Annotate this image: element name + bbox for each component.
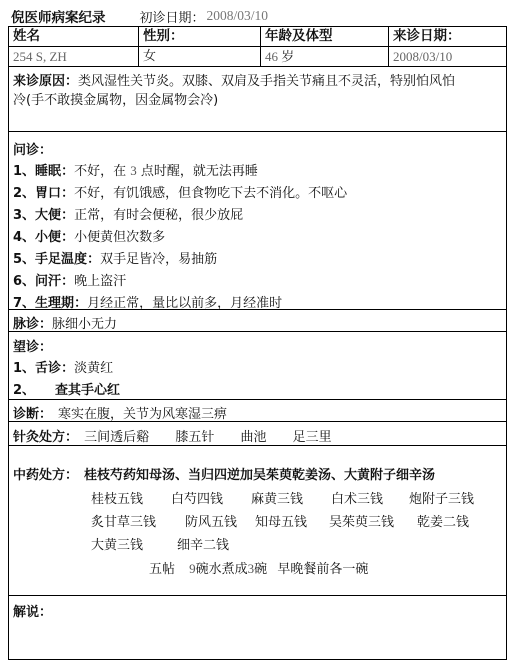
herb-item: 乾姜二钱 (417, 515, 470, 530)
reason-text-1: 类风湿性关节炎。双膝、双肩及手指关节痛且不灵活，特别怕风怕 (78, 74, 456, 89)
observation-item-palm: 2、 查其手心红 (13, 383, 121, 398)
info-value-row (9, 47, 506, 67)
record-title: 倪医师病案纪录 (11, 10, 106, 26)
observation-section (9, 332, 506, 400)
herb-item: 细辛二钱 (177, 538, 230, 553)
reason-line-1 (13, 70, 455, 89)
info-header-row (9, 27, 506, 47)
reason-section (9, 67, 506, 132)
herbal-section (9, 446, 506, 596)
explanation-label: 解说： (13, 605, 53, 620)
acupoint: 曲池 (240, 430, 267, 445)
dosage-instructions: 五帖 9碗水煮成3碗 早晚餐前各一碗 (149, 561, 369, 577)
herbal-formula: 桂枝芍药知母汤、当归四逆加吴茱萸乾姜汤、大黄附子细辛汤 (84, 468, 436, 483)
acupuncture-label: 针灸处方： (13, 430, 79, 445)
herb-item: 白术三钱 (331, 492, 384, 507)
pulse-section (9, 310, 506, 332)
herb-item: 防风五钱 (185, 515, 238, 530)
acupoint: 足三里 (292, 430, 332, 445)
herb-item: 知母五钱 (255, 515, 308, 530)
inquiry-label: 问诊： (13, 143, 53, 158)
first-visit-label: 初诊日期： (139, 10, 205, 26)
acupuncture-section (9, 422, 506, 446)
reason-text-2: 冷(手不敢摸金属物，因金属物会冷) (13, 93, 219, 108)
herb-item: 桂枝五钱 (91, 492, 144, 507)
inquiry-item-temperature: 5、手足温度：双手足皆冷，易抽筋 (13, 252, 218, 267)
herb-item: 麻黄三钱 (251, 492, 304, 507)
acupoint: 三间透后谿 (84, 430, 150, 445)
pulse-label: 脉诊： (13, 317, 53, 332)
inquiry-item-sweat: 6、问汗：晚上盗汗 (13, 274, 127, 289)
patient-gender: 女 (139, 47, 261, 66)
visit-date-header: 来诊日期： (393, 28, 461, 44)
record-header (11, 6, 505, 26)
inquiry-item-sleep: 1、睡眠：不好，在 3 点时醒，就无法再睡 (13, 163, 258, 179)
diagnosis-section (9, 400, 506, 422)
observation-item-tongue: 1、舌诊：淡黄红 (13, 361, 114, 376)
gender-header: 性别： (139, 27, 261, 46)
visit-date: 2008/03/10 (393, 49, 453, 64)
diagnosis-label: 诊断： (13, 407, 53, 422)
patient-name: 254 S, ZH (9, 47, 139, 66)
herb-item: 白芍四钱 (171, 492, 224, 507)
acupoint: 膝五针 (175, 430, 215, 445)
case-record-table (8, 26, 507, 660)
reason-label: 来诊原因： (13, 74, 79, 89)
herbal-label: 中药处方： (13, 468, 79, 483)
name-header: 姓名 (9, 27, 139, 46)
observation-label: 望诊： (13, 340, 53, 355)
patient-age (261, 47, 389, 66)
herb-item: 大黄三钱 (91, 538, 144, 553)
inquiry-section (9, 132, 506, 310)
inquiry-item-urine: 4、小便：小便黄但次数多 (13, 230, 166, 245)
pulse-text: 脉细小无力 (52, 317, 118, 332)
diagnosis-text: 寒实在腹，关节为风寒湿三痹 (58, 407, 228, 422)
herb-item: 炮附子三钱 (409, 492, 475, 507)
inquiry-item-appetite: 2、胃口：不好，有饥饿感，但食物吃下去不消化。不呕心 (13, 186, 348, 201)
age-header: 年龄及体型 (261, 27, 389, 46)
first-visit-date: 2008/03/10 (206, 8, 269, 23)
inquiry-item-menses: 7、生理期：月经正常，量比以前多，月经准时 (13, 296, 283, 311)
age-unit: 岁 (281, 50, 295, 65)
age-number: 46 (265, 49, 278, 64)
herb-item: 吴茱萸三钱 (329, 515, 395, 530)
herb-item: 炙甘草三钱 (91, 515, 157, 530)
inquiry-item-stool: 3、大便：正常，有时会便秘，很少放屁 (13, 208, 244, 223)
